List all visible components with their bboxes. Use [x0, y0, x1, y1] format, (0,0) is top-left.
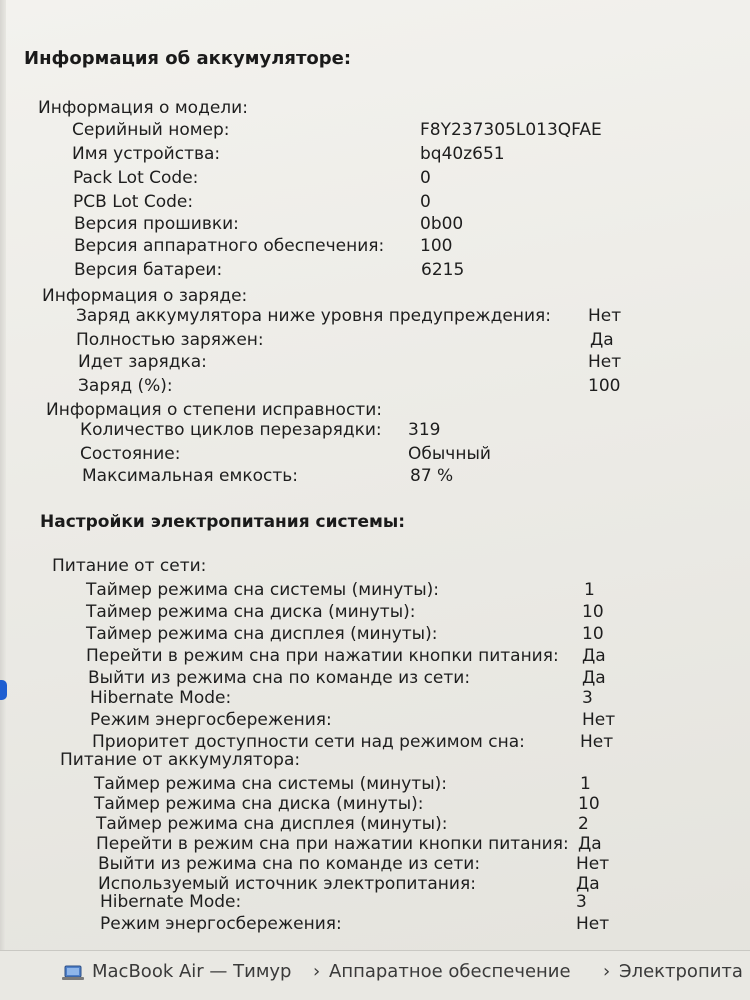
row-value: 87 %: [410, 466, 454, 486]
row-key: Версия прошивки:: [74, 214, 239, 234]
row-value: 0: [420, 192, 431, 212]
row-value: 10: [582, 624, 604, 644]
row-key: Идет зарядка:: [78, 352, 207, 372]
row-value: Да: [576, 874, 600, 894]
row-value: Нет: [576, 914, 610, 934]
row-value: 2: [578, 814, 589, 834]
health-info-title: Информация о степени исправности:: [46, 400, 382, 420]
row-value: 10: [582, 602, 604, 622]
row-key: Максимальная емкость:: [82, 466, 298, 486]
row-key: Используемый источник электропитания:: [98, 874, 476, 894]
row-value: Да: [578, 834, 602, 854]
row-key: Таймер режима сна дисплея (минуты):: [96, 814, 448, 834]
laptop-icon: [62, 965, 84, 981]
row-key: Таймер режима сна диска (минуты):: [94, 794, 424, 814]
row-value: Нет: [576, 854, 610, 874]
row-key: Количество циклов перезарядки:: [80, 420, 382, 440]
breadcrumb-separator: ›: [313, 961, 321, 982]
row-value: Да: [582, 646, 606, 666]
row-key: Hibernate Mode:: [90, 688, 232, 708]
row-key: Таймер режима сна диска (минуты):: [86, 602, 416, 622]
row-value: 0b00: [420, 214, 464, 234]
row-value: 6215: [421, 260, 465, 280]
row-value: Обычный: [408, 444, 491, 464]
row-key: Таймер режима сна системы (минуты):: [86, 580, 439, 600]
charge-info-title: Информация о заряде:: [42, 286, 248, 306]
power-section-title: Настройки электропитания системы:: [40, 512, 406, 532]
row-value: Нет: [588, 352, 622, 372]
row-key: Таймер режима сна системы (минуты):: [94, 774, 447, 794]
battery-power-title: Питание от аккумулятора:: [60, 750, 301, 770]
row-value: 1: [584, 580, 595, 600]
row-key: Серийный номер:: [72, 120, 230, 140]
row-key: Заряд (%):: [78, 376, 173, 396]
row-key: Режим энергосбережения:: [90, 710, 332, 730]
breadcrumb-computer[interactable]: MacBook Air — Тимур: [92, 961, 292, 982]
row-value: Нет: [580, 732, 614, 752]
row-key: Pack Lot Code:: [73, 168, 199, 188]
breadcrumb-separator: ›: [603, 961, 611, 982]
row-value: 100: [588, 376, 621, 396]
row-value: 319: [408, 420, 441, 440]
row-value: Нет: [588, 306, 622, 326]
row-key: Перейти в режим сна при нажатии кнопки питания:: [96, 834, 569, 854]
row-value: 3: [576, 892, 587, 912]
row-key: Hibernate Mode:: [100, 892, 242, 912]
breadcrumb-hardware[interactable]: Аппаратное обеспечение: [329, 961, 571, 982]
row-key: Режим энергосбережения:: [100, 914, 342, 934]
row-value: 10: [578, 794, 600, 814]
row-key: Полностью заряжен:: [76, 330, 264, 350]
row-value: bq40z651: [420, 144, 505, 164]
row-value: 1: [580, 774, 591, 794]
row-value: Да: [590, 330, 614, 350]
battery-section-title: Информация об аккумуляторе:: [24, 48, 352, 69]
row-value: Нет: [582, 710, 616, 730]
breadcrumb-power[interactable]: Электропита: [619, 961, 743, 982]
row-key: Версия аппаратного обеспечения:: [74, 236, 385, 256]
row-key: PCB Lot Code:: [73, 192, 194, 212]
row-value: Да: [582, 668, 606, 688]
row-key: Перейти в режим сна при нажатии кнопки питания:: [86, 646, 559, 666]
row-key: Заряд аккумулятора ниже уровня предупреждения:: [76, 306, 551, 326]
row-value: 100: [420, 236, 453, 256]
model-info-title: Информация о модели:: [38, 98, 248, 118]
row-key: Имя устройства:: [72, 144, 221, 164]
row-key: Таймер режима сна дисплея (минуты):: [86, 624, 438, 644]
row-value: F8Y237305L013QFAE: [420, 120, 602, 140]
row-key: Приоритет доступности сети над режимом сна:: [92, 732, 525, 752]
row-key: Выйти из режима сна по команде из сети:: [88, 668, 471, 688]
ac-power-title: Питание от сети:: [52, 556, 207, 576]
row-key: Версия батареи:: [74, 260, 223, 280]
path-bar: [0, 950, 750, 1000]
row-value: 3: [582, 688, 593, 708]
row-value: 0: [420, 168, 431, 188]
row-key: Состояние:: [80, 444, 181, 464]
row-key: Выйти из режима сна по команде из сети:: [98, 854, 481, 874]
